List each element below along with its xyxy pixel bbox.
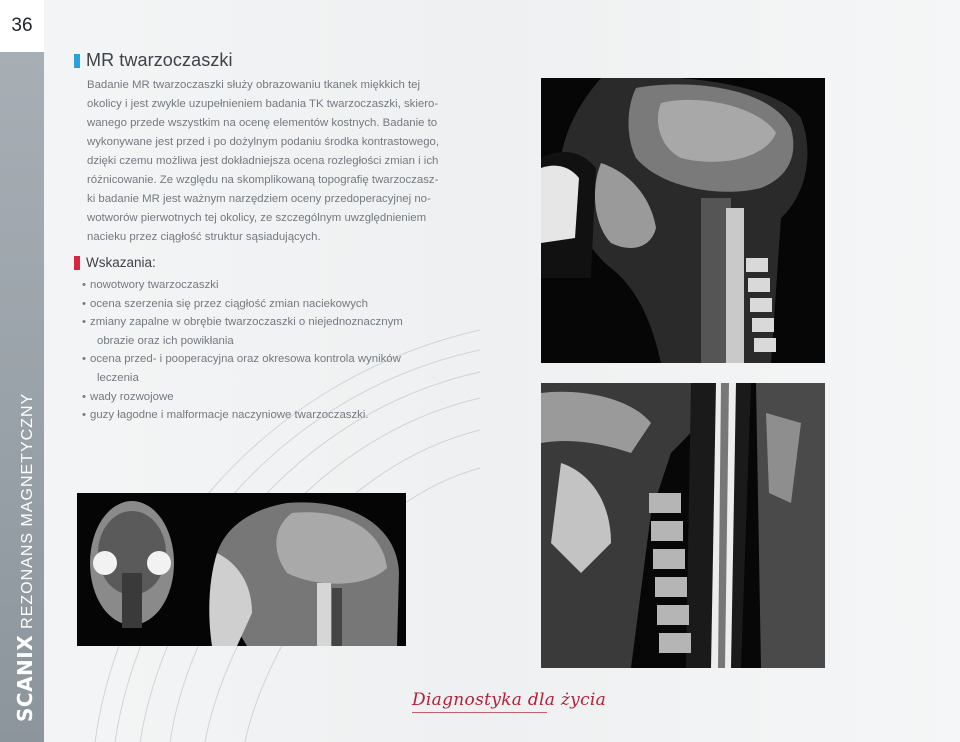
paragraph-line: ki badanie MR jest ważnym narzędziem oceny przedoperacyjnej no- (87, 193, 431, 205)
tagline-underline (412, 712, 547, 713)
list-item: • ocena przed- i pooperacyjna oraz okresowa kontrola wyników leczenia (90, 350, 419, 387)
list-item: • guzy łagodne i malformacje naczyniowe twarzoczaszki. (90, 406, 419, 425)
page-number: 36 (11, 15, 33, 36)
paragraph-line: Badanie MR twarzoczaszki służy obrazowaniu tkanek miękkich tej (87, 79, 420, 91)
bullet-icon: • (82, 390, 86, 403)
bullet-icon: • (82, 409, 86, 422)
paragraph-line: wotworów pierwotnych tej okolicy, ze szczególnym uwzględnieniem (87, 212, 427, 224)
bullet-icon: • (82, 316, 86, 329)
indications-list (74, 276, 419, 425)
tagline: Diagnostyka dla życia (412, 690, 607, 710)
red-marker-icon (74, 256, 80, 270)
bullet-icon: • (82, 279, 86, 291)
paragraph-line: okolicy i jest zwykle uzupełnieniem badania TK twarzoczaszki, skiero- (87, 98, 439, 110)
paragraph-line: różnicowanie. Ze względu na skomplikowaną topografię twarzoczasz- (87, 174, 439, 186)
paragraph-line: nacieku przez ciągłość struktur sąsiadujących. (87, 231, 321, 243)
description-paragraph (74, 76, 440, 247)
brand-logo: SCANIX (13, 634, 37, 722)
section-heading (74, 255, 419, 270)
list-item: • ocena szerzenia się przez ciągłość zmian naciekowych (90, 295, 419, 314)
mri-axial-sagittal-image (77, 493, 406, 646)
paragraph-line: dzięki czemu możliwa jest dokładniejsza ocena rozległości zmian i ich (87, 155, 439, 167)
bullet-icon: • (82, 297, 86, 310)
blue-marker-icon (74, 54, 80, 68)
section-mr-description (74, 50, 440, 247)
list-item: • zmiany zapalne w obrębie twarzoczaszki o niejednoznacznym obrazie oraz ich powikłania (90, 313, 419, 350)
paragraph-line: wanego przede wszystkim na ocenę elementów kostnych. Badanie to (87, 117, 438, 129)
page-number-box (0, 0, 44, 52)
mri-sagittal-t2-image (541, 383, 825, 668)
bullet-icon: • (82, 353, 86, 366)
list-item: • nowotwory twarzoczaszki (90, 276, 419, 295)
section-title: Wskazania: (86, 255, 156, 270)
paragraph-line: wykonywane jest przed i po dożylnym podaniu środka kontrastowego, (87, 136, 440, 148)
mri-sagittal-t1-image (541, 78, 825, 363)
section-title: MR twarzoczaszki (86, 50, 233, 70)
side-vertical-label (3, 392, 43, 722)
side-section-title: REZONANS MAGNETYCZNY (19, 392, 36, 629)
list-item: • wady rozwojowe (90, 388, 419, 407)
section-heading (74, 50, 419, 71)
section-indications (74, 255, 419, 425)
